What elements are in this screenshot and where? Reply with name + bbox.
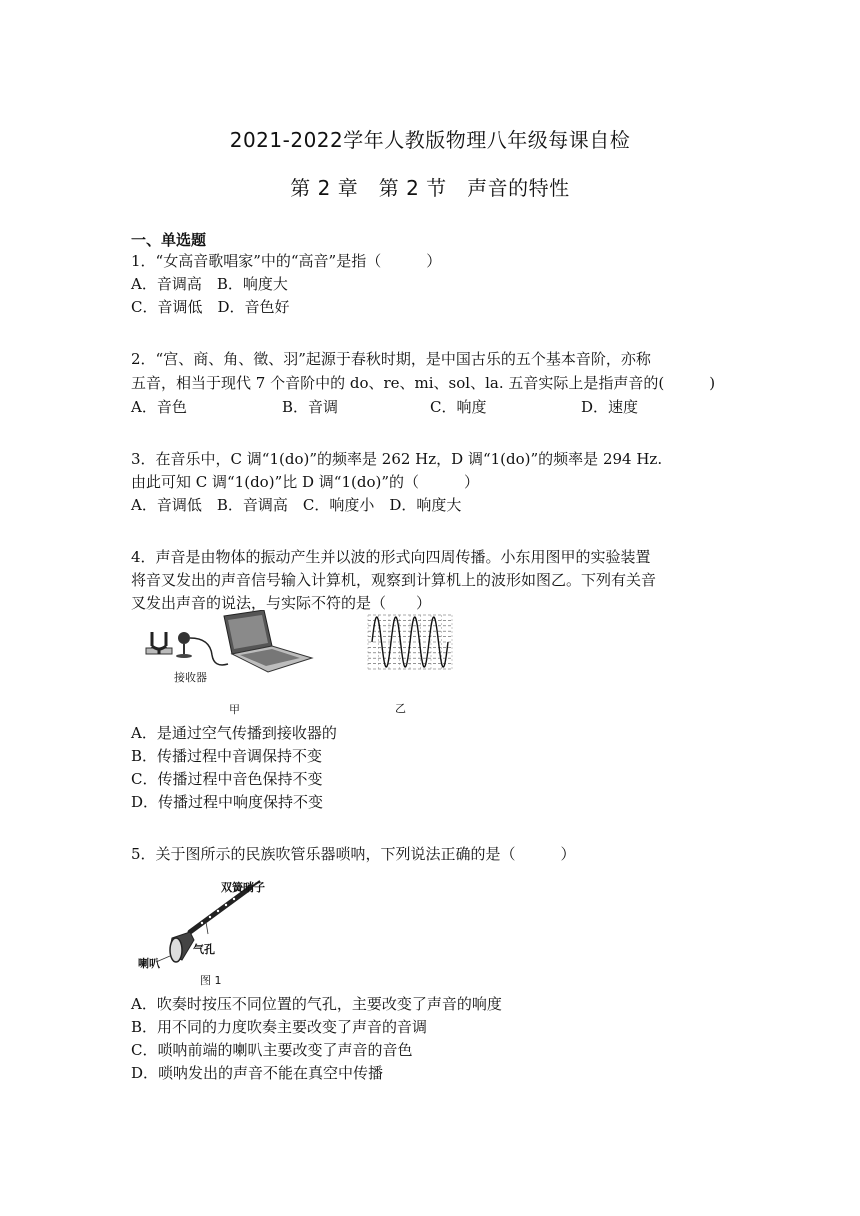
question-5-option-b: B．用不同的力度吹奏主要改变了声音的音调 bbox=[131, 1018, 428, 1036]
question-2-stem-line2: 五音，相当于现代 7 个音阶中的 do、re、mi、sol、la. 五音实际上是指声音的( ) bbox=[131, 374, 716, 392]
question-4-option-b: B．传播过程中音调保持不变 bbox=[131, 747, 323, 765]
figure-jia-caption: 甲 bbox=[229, 703, 240, 716]
question-2-stem-line1: 2．“宫、商、角、徵、羽”起源于春秋时期，是中国古乐的五个基本音阶，亦称 bbox=[131, 350, 651, 368]
question-4-stem-line2: 将音叉发出的声音信号输入计算机，观察到计算机上的波形如图乙。下列有关音 bbox=[131, 571, 657, 589]
question-2-option-b: B．音调 bbox=[282, 398, 339, 416]
question-1-options-row1: A．音调高 B．响度大 bbox=[131, 275, 288, 293]
worksheet-title: 2021-2022学年人教版物理八年级每课自检 bbox=[229, 128, 631, 152]
question-4-stem-line1: 4．声音是由物体的振动产生并以波的形式向四周传播。小东用图甲的实验装置 bbox=[131, 548, 651, 566]
question-5-stem: 5．关于图所示的民族吹管乐器唢呐，下列说法正确的是（ ） bbox=[131, 845, 576, 863]
question-5-option-c: C．唢呐前端的喇叭主要改变了声音的音色 bbox=[131, 1041, 413, 1059]
waveform-figure bbox=[366, 613, 454, 671]
question-3-stem-line2: 由此可知 C 调“1(do)”比 D 调“1(do)”的（ ） bbox=[131, 473, 480, 491]
question-2-option-c: C．响度 bbox=[430, 398, 487, 416]
figure-yi-caption: 乙 bbox=[395, 702, 406, 715]
tuning-fork-laptop-figure bbox=[140, 610, 320, 685]
question-3-options: A．音调低 B．音调高 C．响度小 D．响度大 bbox=[131, 496, 462, 514]
section-heading: 一、单选题 bbox=[131, 231, 207, 249]
air-hole-label: 气孔 bbox=[193, 943, 215, 956]
figure-1-caption: 图 1 bbox=[200, 974, 222, 987]
question-2-option-d: D．速度 bbox=[581, 398, 639, 416]
question-4-option-d: D．传播过程中响度保持不变 bbox=[131, 793, 324, 811]
question-4-stem-line3: 叉发出声音的说法，与实际不符的是（ ） bbox=[131, 594, 432, 612]
question-2-option-a: A．音色 bbox=[131, 398, 187, 416]
question-5-option-d: D．唢呐发出的声音不能在真空中传播 bbox=[131, 1064, 384, 1082]
receiver-label: 接收器 bbox=[174, 671, 207, 684]
chapter-section-title: 第 2 章 第 2 节 声音的特性 bbox=[290, 176, 570, 200]
question-3-stem-line1: 3．在音乐中，C 调“1(do)”的频率是 262 Hz，D 调“1(do)”的频率是 294 Hz. bbox=[131, 450, 663, 468]
bell-label: 喇叭 bbox=[138, 957, 160, 970]
question-1-stem: 1．“女高音歌唱家”中的“高音”是指（ ） bbox=[131, 252, 442, 270]
question-1-options-row2: C．音调低 D．音色好 bbox=[131, 298, 290, 316]
double-reed-label: 双簧哨子 bbox=[221, 881, 265, 894]
question-4-option-a: A．是通过空气传播到接收器的 bbox=[131, 724, 337, 742]
question-5-option-a: A．吹奏时按压不同位置的气孔，主要改变了声音的响度 bbox=[131, 995, 502, 1013]
question-4-option-c: C．传播过程中音色保持不变 bbox=[131, 770, 323, 788]
